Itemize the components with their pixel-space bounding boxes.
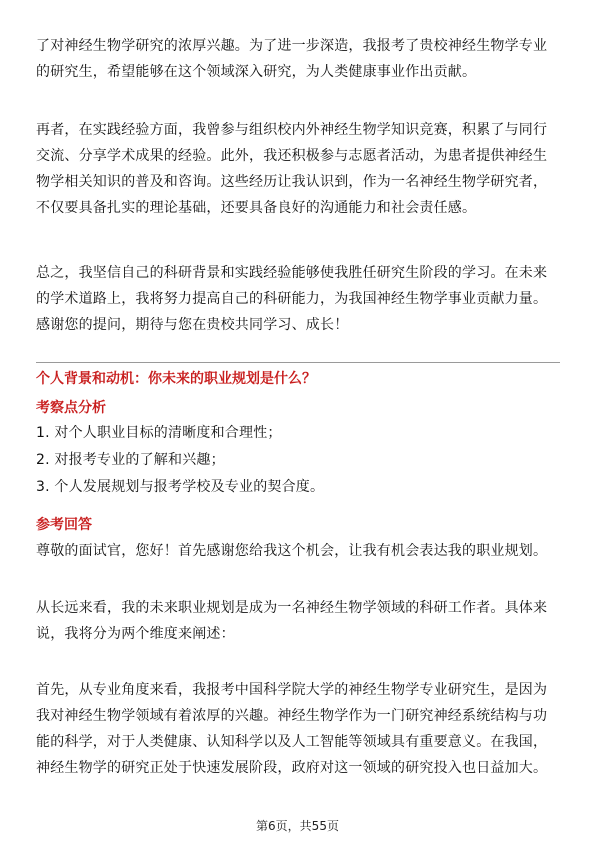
answer-heading: 参考回答 — [36, 517, 92, 533]
analysis-list — [36, 420, 568, 501]
page-number: 第6页，共55页 — [256, 819, 339, 833]
paragraph-greeting — [36, 538, 568, 564]
text-line: 感谢您的提问，期待与您在贵校共同学习、成长！ — [36, 317, 349, 333]
text-line: 从长远来看，我的未来职业规划是成为一名神经生物学领域的科研工作者。具体来 — [36, 600, 548, 616]
text-line: 神经生物学的研究正处于快速发展阶段，政府对这一领域的研究投入也日益加大。 — [36, 760, 548, 776]
analysis-heading: 考察点分析 — [36, 400, 106, 416]
text-line: 不仅要具备扎实的理论基础，还要具备良好的沟通能力和社会责任感。 — [36, 200, 477, 216]
paragraph-conclusion — [36, 260, 568, 338]
paragraph-interest — [36, 33, 568, 85]
text-line: 物学相关知识的普及和咨询。这些经历让我认识到，作为一名神经生物学研究者， — [36, 174, 548, 190]
list-item: 1. 对个人职业目标的清晰度和合理性； — [36, 425, 282, 441]
list-item: 2. 对报考专业的了解和兴趣； — [36, 452, 225, 468]
text-line: 能的科学，对于人类健康、认知科学以及人工智能等领域具有重要意义。在我国， — [36, 734, 548, 750]
text-line: 交流、分享学术成果的经验。此外，我还积极参与志愿者活动，为患者提供神经生 — [36, 148, 548, 164]
text-line: 说，我将分为两个维度来阐述： — [36, 626, 235, 642]
text-line: 首先，从专业角度来看，我报考中国科学院大学的神经生物学专业研究生，是因为 — [36, 682, 548, 698]
text-line: 的研究生，希望能够在这个领域深入研究，为人类健康事业作出贡献。 — [36, 64, 477, 80]
paragraph-practice — [36, 117, 568, 221]
paragraph-professional — [36, 677, 568, 781]
paragraph-longterm — [36, 595, 568, 647]
section-divider — [36, 362, 560, 363]
text-line: 的学术道路上，我将努力提高自己的科研能力，为我国神经生物学事业贡献力量。 — [36, 291, 548, 307]
list-item: 3. 个人发展规划与报考学校及专业的契合度。 — [36, 479, 325, 495]
question-title: 个人背景和动机：你未来的职业规划是什么？ — [36, 371, 316, 387]
text-line: 了对神经生物学研究的浓厚兴趣。为了进一步深造，我报考了贵校神经生物学专业 — [36, 38, 548, 54]
text-line: 再者，在实践经验方面，我曾参与组织校内外神经生物学知识竞赛，积累了与同行 — [36, 122, 548, 138]
text-line: 我对神经生物学领域有着浓厚的兴趣。神经生物学作为一门研究神经系统结构与功 — [36, 708, 548, 724]
text-line: 总之，我坚信自己的科研背景和实践经验能够使我胜任研究生阶段的学习。在未来 — [36, 265, 548, 281]
text-line: 尊敬的面试官，您好！首先感谢您给我这个机会，让我有机会表达我的职业规划。 — [36, 543, 548, 559]
